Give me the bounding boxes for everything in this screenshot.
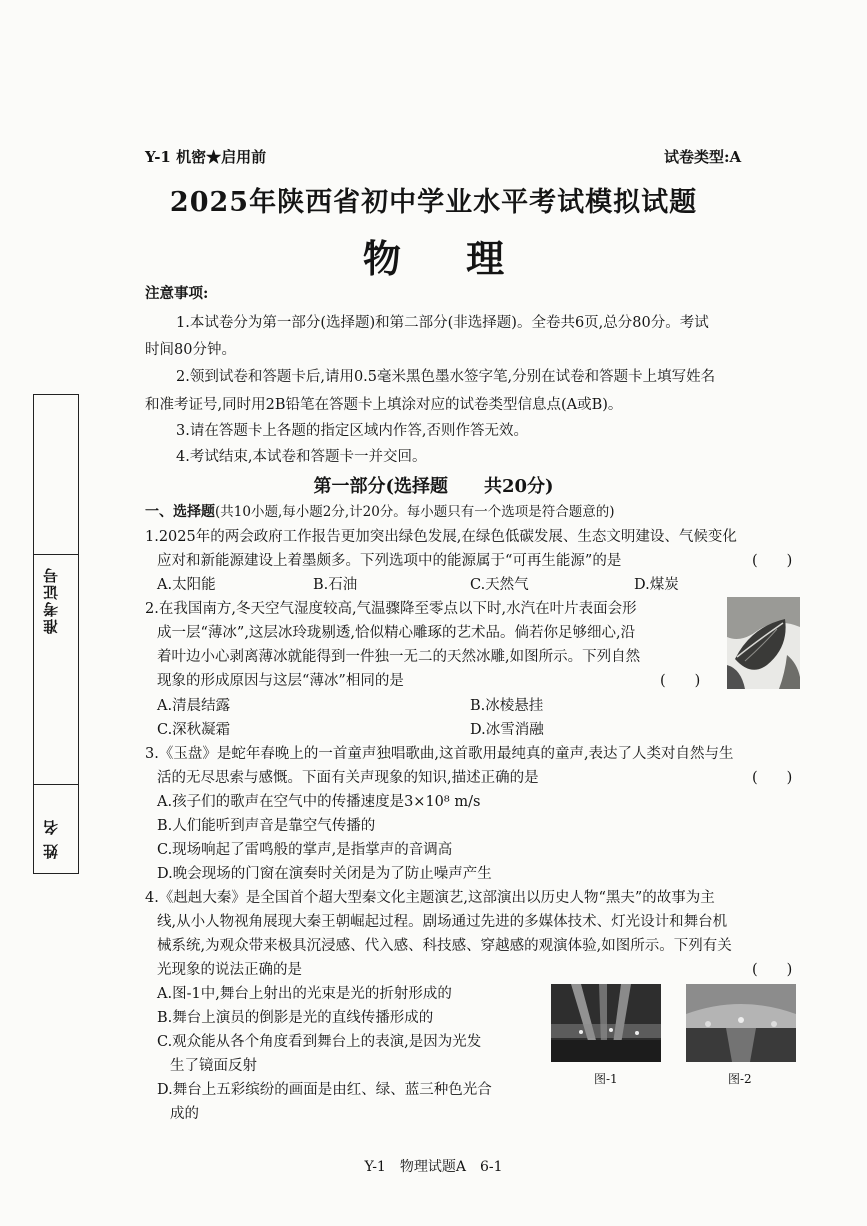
section-label: 一、选择题	[145, 504, 215, 520]
answer-paren: ( )	[660, 673, 701, 689]
question-4-stem: 线,从小人物视角展现大秦王朝崛起过程。剧场通过先进的多媒体技术、灯光设计和舞台机	[157, 914, 728, 930]
question-2-option: C.深秋凝霜	[157, 722, 231, 738]
part-one-title: 第一部分(选择题 共20分)	[313, 476, 554, 497]
question-2-option: B.冰棱悬挂	[470, 698, 544, 714]
answer-paren: ( )	[752, 962, 793, 978]
exam-number-label: 准考证号	[42, 566, 60, 634]
question-2-stem: 着叶边小心剥离薄冰就能得到一件独一无二的天然冰雕,如图所示。下列自然	[157, 649, 641, 665]
question-1-stem: 1.2025年的两会政府工作报告更加突出绿色发展,在绿色低碳发展、生态文明建设、气候变化	[145, 529, 737, 545]
question-1-option: B.石油	[313, 577, 358, 593]
confidential-code: Y-1 机密★启用前	[145, 148, 267, 166]
name-label: 姓 名	[42, 818, 60, 860]
sidebar-divider	[33, 784, 79, 785]
question-1-option: D.煤炭	[634, 577, 679, 593]
stage-photo-1	[551, 984, 661, 1062]
candidate-info-box	[33, 394, 79, 874]
question-2-option: A.清晨结露	[157, 698, 231, 714]
question-1-option: C.天然气	[470, 577, 529, 593]
sidebar-divider	[33, 554, 79, 555]
question-2-option: D.冰雪消融	[470, 722, 544, 738]
question-2-stem: 成一层“薄冰”,这层冰玲珑剔透,恰似精心雕琢的艺术品。倘若你足够细心,沿	[157, 625, 636, 641]
notice-line: 4.考试结束,本试卷和答题卡一并交回。	[176, 449, 427, 465]
question-3-option: C.现场响起了雷鸣般的掌声,是指掌声的音调高	[157, 842, 453, 858]
stage-photo-2	[686, 984, 796, 1062]
notice-line: 2.领到试卷和答题卡后,请用0.5毫米黑色墨水签字笔,分别在试卷和答题卡上填写姓名	[176, 369, 716, 385]
answer-paren: ( )	[752, 770, 793, 786]
notice-line: 1.本试卷分为第一部分(选择题)和第二部分(非选择题)。全卷共6页,总分80分。考试	[176, 315, 709, 331]
figure-caption: 图-1	[594, 1072, 618, 1086]
question-4-stem: 械系统,为观众带来极具沉浸感、代入感、科技感、穿越感的观演体验,如图所示。下列有关	[157, 938, 732, 954]
question-1-stem: 应对和新能源建设上着墨颇多。下列选项中的能源属于“可再生能源”的是	[157, 553, 622, 569]
question-4-option: 生了镜面反射	[170, 1058, 257, 1074]
notice-line: 时间80分钟。	[145, 342, 236, 358]
notice-heading: 注意事项:	[145, 285, 209, 302]
question-4-option: B.舞台上演员的倒影是光的直线传播形成的	[157, 1010, 434, 1026]
page-footer: Y-1 物理试题A 6-1	[364, 1159, 503, 1175]
paper-type: 试卷类型:A	[664, 148, 742, 166]
question-4-option: D.舞台上五彩缤纷的画面是由红、绿、蓝三种色光合	[157, 1082, 492, 1098]
notice-line: 3.请在答题卡上各题的指定区域内作答,否则作答无效。	[176, 423, 528, 439]
question-4-option: 成的	[170, 1106, 199, 1122]
question-4-option: C.观众能从各个角度看到舞台上的表演,是因为光发	[157, 1034, 482, 1050]
question-3-option: D.晚会现场的门窗在演奏时关闭是为了防止噪声产生	[157, 866, 492, 882]
section-note: (共10小题,每小题2分,计20分。每小题只有一个选项是符合题意的)	[215, 504, 615, 520]
question-1-option: A.太阳能	[157, 577, 216, 593]
leaf-ice-photo	[727, 597, 800, 689]
section-heading	[145, 500, 615, 521]
question-4-stem: 光现象的说法正确的是	[157, 962, 302, 978]
answer-paren: ( )	[752, 553, 793, 569]
question-3-option: A.孩子们的歌声在空气中的传播速度是3×10⁸ m/s	[157, 794, 481, 810]
figure-caption: 图-2	[728, 1072, 752, 1086]
question-3-stem: 3.《玉盘》是蛇年春晚上的一首童声独唱歌曲,这首歌用最纯真的童声,表达了人类对自然与生	[145, 746, 734, 762]
notice-line: 和准考证号,同时用2B铅笔在答题卡上填涂对应的试卷类型信息点(A或B)。	[145, 397, 623, 413]
question-4-option: A.图-1中,舞台上射出的光束是光的折射形成的	[157, 986, 452, 1002]
exam-title: 2025年陕西省初中学业水平考试模拟试题	[169, 187, 698, 218]
subject-title: 物 理	[362, 236, 531, 281]
question-3-option: B.人们能听到声音是靠空气传播的	[157, 818, 376, 834]
question-2-stem: 2.在我国南方,冬天空气湿度较高,气温骤降至零点以下时,水汽在叶片表面会形	[145, 601, 637, 617]
question-2-stem: 现象的形成原因与这层“薄冰”相同的是	[157, 673, 404, 689]
question-4-stem: 4.《赳赳大秦》是全国首个超大型秦文化主题演艺,这部演出以历史人物“黑夫”的故事为主	[145, 890, 715, 906]
question-3-stem: 活的无尽思索与感慨。下面有关声现象的知识,描述正确的是	[157, 770, 539, 786]
